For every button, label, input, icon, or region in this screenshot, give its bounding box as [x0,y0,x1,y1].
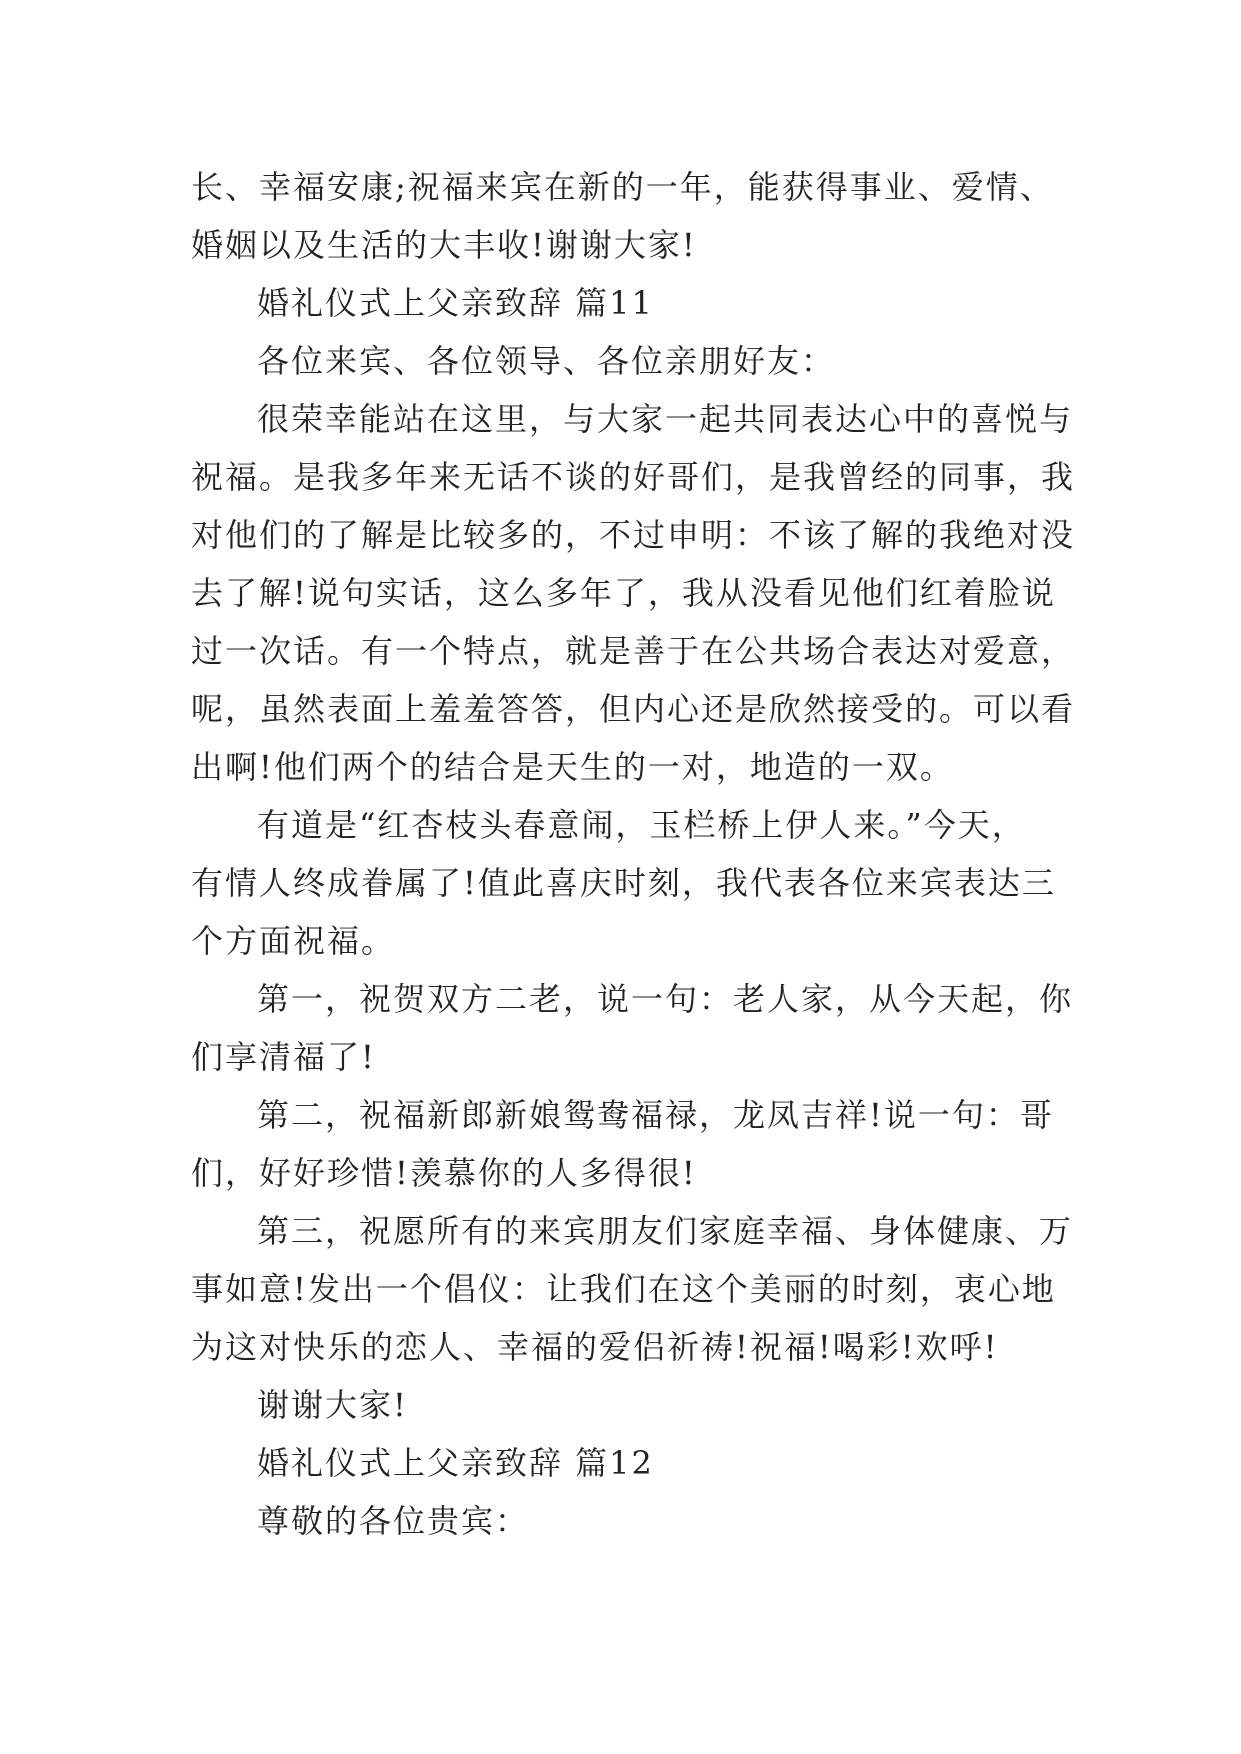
text-line: 祝福。是我多年来无话不谈的好哥们，是我曾经的同事，我 [191,458,1076,496]
text-line: 第二，祝福新郎新娘鸳鸯福禄，龙凤吉祥!说一句：哥 [257,1096,1054,1134]
text-line: 们，好好珍惜!羡慕你的人多得很! [191,1154,697,1192]
text-line: 去了解!说句实话，这么多年了，我从没看见他们红着脸说 [191,574,1056,612]
salutation: 各位来宾、各位领导、各位亲朋好友： [257,342,836,380]
text-line: 对他们的了解是比较多的，不过申明：不该了解的我绝对没 [191,516,1076,554]
text-line: 很荣幸能站在这里，与大家一起共同表达心中的喜悦与 [257,400,1074,438]
text-line: 谢谢大家! [257,1386,408,1424]
text-line: 第一，祝贺双方二老，说一句：老人家，从今天起，你 [257,980,1074,1018]
text-line: 们享清福了! [191,1038,376,1076]
document-body [191,158,1076,1550]
text-line: 呢，虽然表面上羞羞答答，但内心还是欣然接受的。可以看 [191,690,1076,728]
salutation: 尊敬的各位贵宾： [257,1502,530,1540]
text-line: 事如意!发出一个倡仪：让我们在这个美丽的时刻，衷心地 [191,1270,1056,1308]
text-line: 出啊!他们两个的结合是天生的一对，地造的一双。 [191,748,954,786]
text-line: 第三，祝愿所有的来宾朋友们家庭幸福、身体健康、万 [257,1212,1074,1250]
text-line: 有道是“红杏枝头春意闹，玉栏桥上伊人来。”今天， [257,806,1026,844]
text-line: 为这对快乐的恋人、幸福的爱侣祈祷!祝福!喝彩!欢呼! [191,1328,999,1366]
section-heading-11: 婚礼仪式上父亲致辞 篇11 [257,284,654,322]
section-heading-12: 婚礼仪式上父亲致辞 篇12 [257,1444,654,1482]
text-line: 个方面祝福。 [191,922,396,960]
text-line: 长、幸福安康;祝福来宾在新的一年，能获得事业、爱情、 [191,168,1054,206]
text-line: 婚姻以及生活的大丰收!谢谢大家! [191,226,697,264]
text-line: 过一次话。有一个特点，就是善于在公共场合表达对爱意， [191,632,1076,670]
text-line: 有情人终成眷属了!值此喜庆时刻，我代表各位来宾表达三 [191,864,1056,902]
